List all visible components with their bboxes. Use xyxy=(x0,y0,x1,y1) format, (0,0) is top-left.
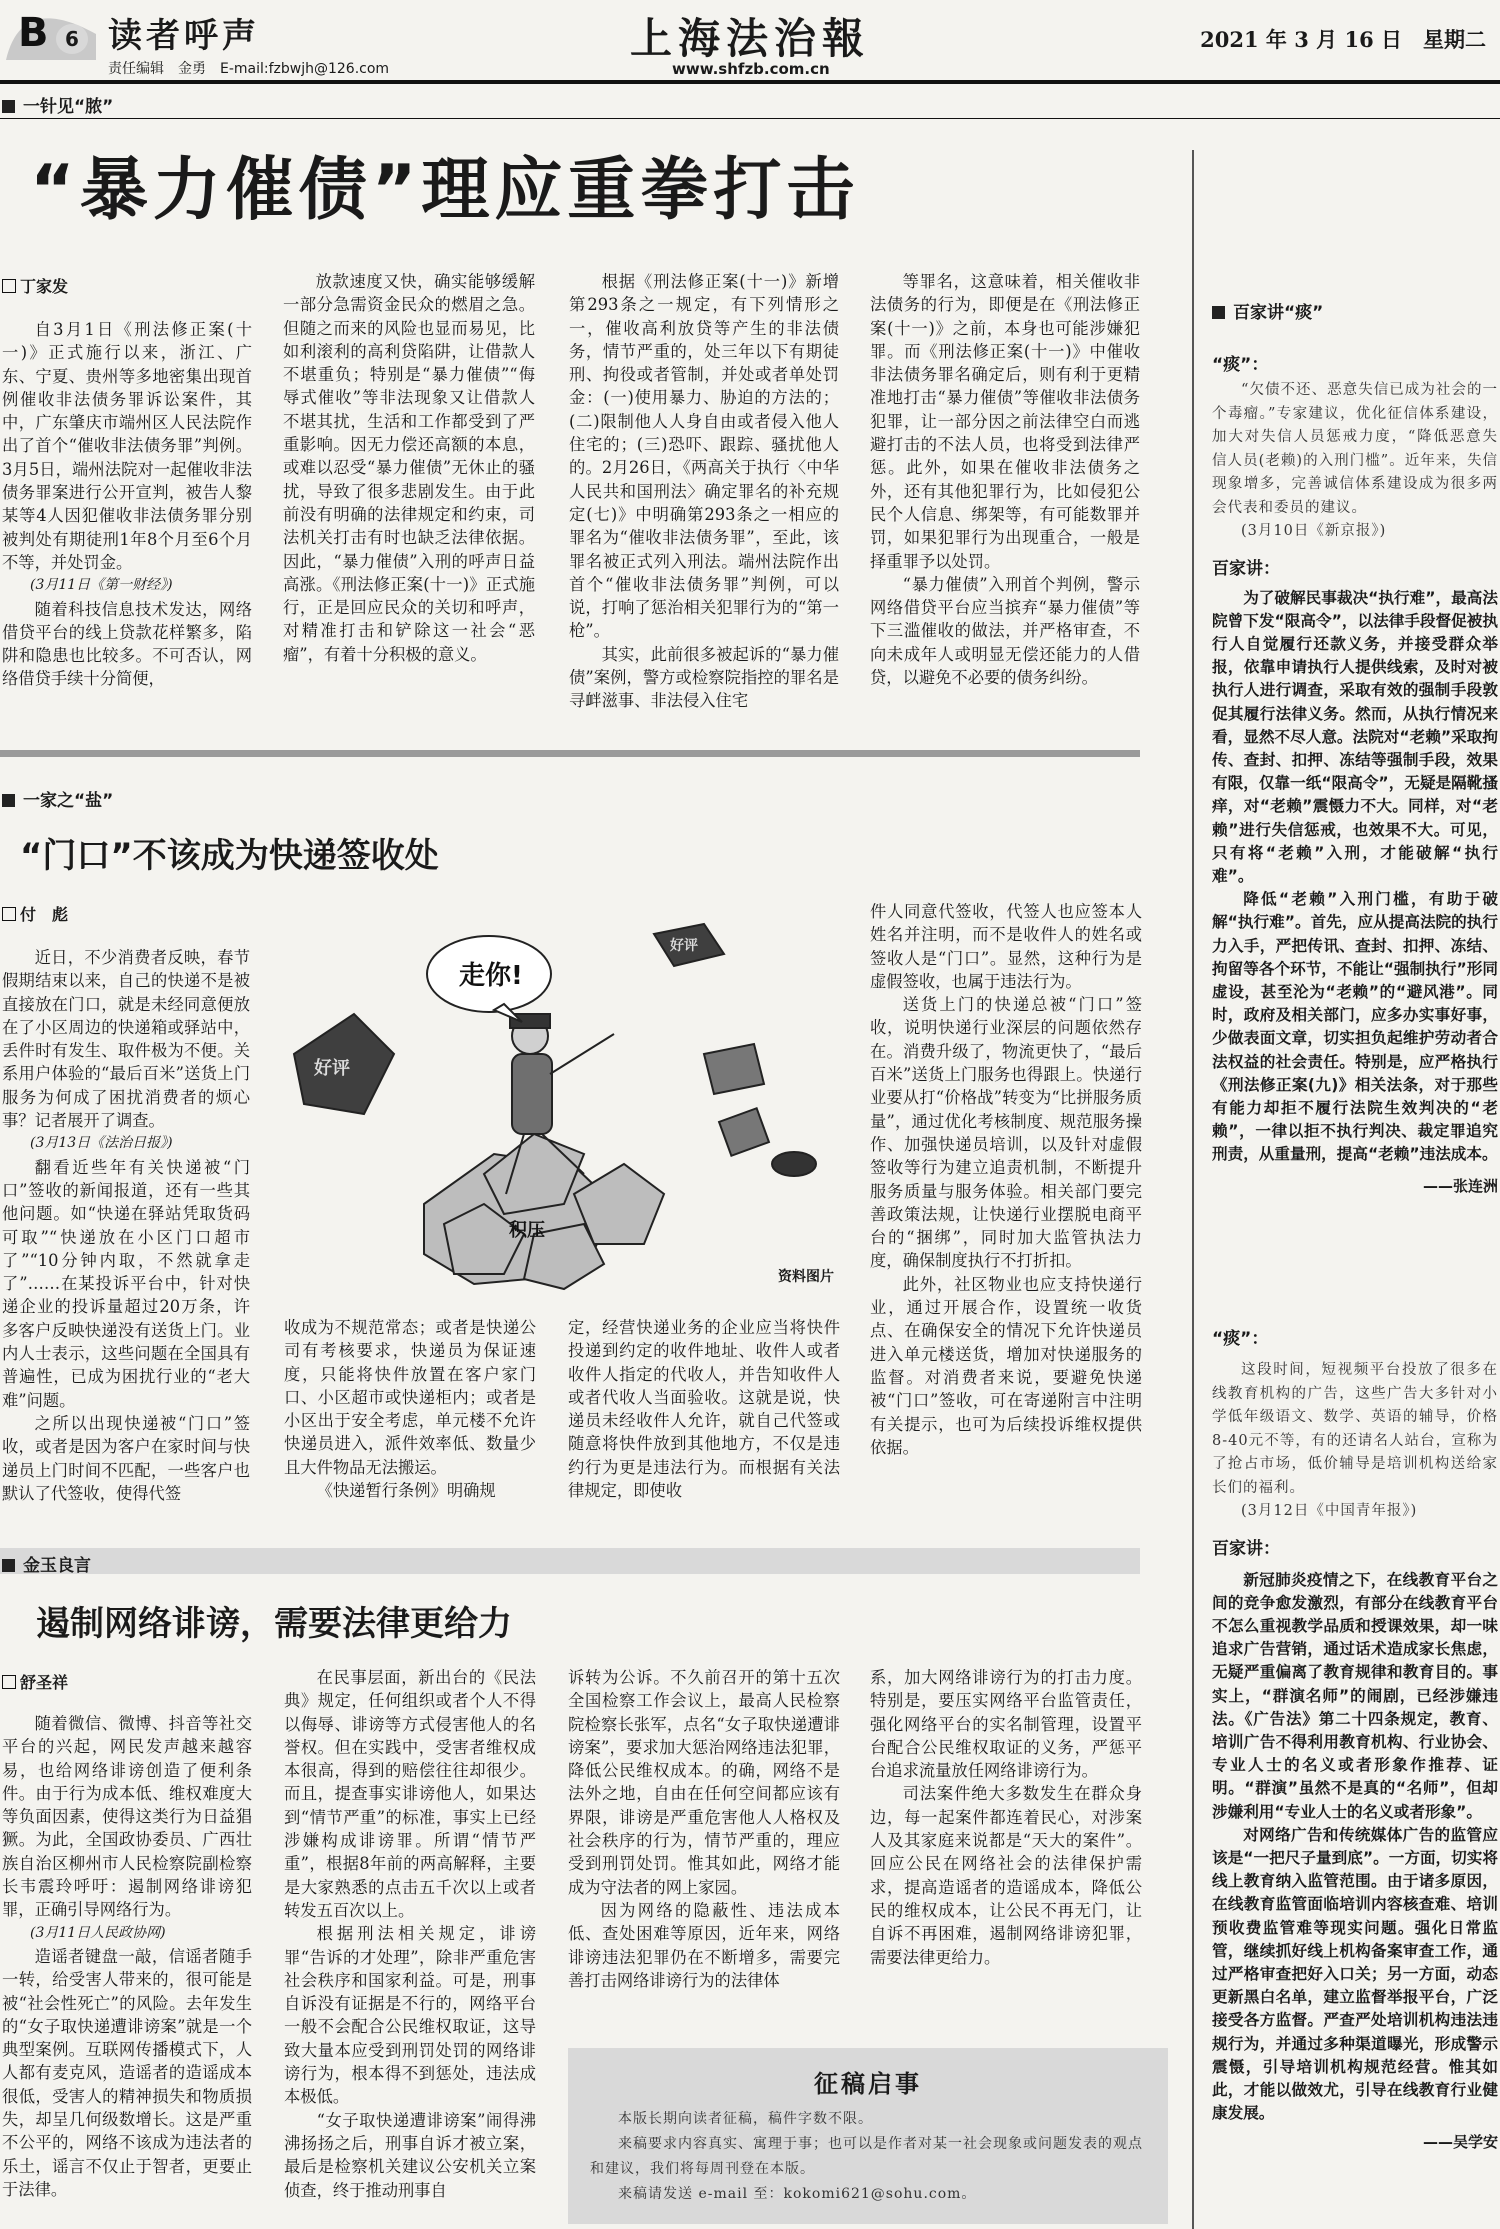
sidebar-border xyxy=(1192,150,1194,2229)
article2-col1: 近日，不少消费者反映，春节假期结束以来，自己的快递不是被直接放在门口，就是未经同意便放在了小区周边的快递箱或驿站中，丢件时有发生、取件极为不便。关系用户体验的“最后百米”送货上门服务为何成了困扰消费者的烦心事？记者展开了调查。 (3月13日《法治日报》) 翻看近些年有关快递被“门口”签收的新闻报道，还有一些其他问题。如“快递在驿站凭取货码可取”“快递放在小区门口超市了”“10分钟内取，不然就拿走了”……在某投诉平台中，针对快递企业的投诉量超过20万条，许多客户反映快递没有送货上门。业内人士表示，这些问题在全国具有普遍性，已成为困扰行业的“老大难”问题。 之所以出现快递被“门口”签收，或者是因为客户在家时间与快递员上门时间不匹配，一些客户也默认了代签收，使得代签 xyxy=(2,948,250,1503)
article3-col1: 随着微信、微博、抖音等社交平台的兴起，网民发声越来越容易，也给网络诽谤创造了便利条件。由于行为成本低、维权难度大等负面因素，使得这类行为日益猖獗。为此，全国政协委员、广西壮族自治区柳州市人民检察院副检察长韦震玲呼吁：遏制网络诽谤犯罪，正确引导网络行为。 (3月11日人民政协网) 造谣者键盘一敲，信谣者随手一转，给受害人带来的，很可能是被“社会性死亡”的风险。去年发生的“女子取快递遭诽谤案”就是一个典型案例。互联网传播模式下，人人都有麦克风，造谣者的造谣成本很低，受害人的精神损失和物质损失，却呈几何级数增长。这是严重不公平的，网络不该成为违法者的乐土，谣言不仅止于智者，更要止于法律。 xyxy=(2,1714,252,2199)
notice-title: 征稿启事 xyxy=(814,2070,922,2098)
sidebar-item1-signature: ——张连洲 xyxy=(1422,1176,1498,1195)
page-letter: B xyxy=(18,10,49,56)
article3-byline: 舒圣祥 xyxy=(2,1670,68,1693)
sidebar-item1 xyxy=(1212,350,1498,1196)
box-left-text: 好评 xyxy=(314,1058,350,1079)
paper-logo: 上海法治報 xyxy=(630,14,871,63)
article1-col1: 自3月1日《刑法修正案(十一)》正式施行以来，浙江、广东、宁夏、贵州等多地密集出现首例催收非法债务罪诉讼案件，其中，广东肇庆市端州区人民法院作出了首个“催收非法债务罪”判例。3月5日，端州法院对一起催收非法债务罪案进行公开宣判，被告人黎某等4人因犯催收非法债务罪分别被判处有期徒刑1年8个月至6个月不等，并处罚金。 (3月11日《第一财经》) 随着科技信息技术发达，网络借贷平台的线上贷款花样繁多，陷阱和隐患也比较多。不可否认，网络借贷手续十分简便， xyxy=(2,320,252,689)
sidebar-item1-comment-label: 百家讲： xyxy=(1212,558,1280,579)
article1-col4: 等罪名，这意味着，相关催收非法债务的行为，即便是在《刑法修正案(十一)》之前，本身也可能涉嫌犯罪。而《刑法修正案(十一)》中催收非法债务罪名确定后，则有利于更精准地打击“暴力催债”等催收非法债务犯罪，让一部分因之前法律空白而逃避打击的不法人员，也将受到法律严惩。此外，如果在催收非法债务之外，还有其他犯罪行为，比如侵犯公民个人信息、绑架等，有可能数罪并罚，如果犯罪行为出现重合，一般是择重罪予以处罚。 “暴力催债”入刑首个判例，警示网络借贷平台应当摈弃“暴力催债”等下三滥催收的做法，并严格审查，不向未成年人或明显无偿还能力的人借贷，以避免不必要的债务纠纷。 xyxy=(870,272,1140,688)
article3-col2: 在民事层面，新出台的《民法典》规定，任何组织或者个人不得以侮辱、诽谤等方式侵害他人的名誉权。但在实践中，受害者维权成本很高，得到的赔偿往往却很少。而且，提查事实诽谤他人，如果达到“情节严重”的标准，事实上已经涉嫌构成诽谤罪。所谓“情节严重”，根据8年前的两高解释，主要是大家熟悉的点击五千次以上或者转发五百次以上。 根据刑法相关规定，诽谤罪“告诉的才处理”，除非严重危害社会秩序和国家利益。可是，刑事自诉没有证据是不行的，网络平台一般不会配合公民维权取证，这导致大量本应受到刑罚处罚的网络诽谤行为，根本得不到惩处，违法成本极低。 “女子取快递遭诽谤案”闹得沸沸扬扬之后，刑事自诉才被立案，最后是检察机关建议公安机关立案侦查，终于推动刑事自 xyxy=(284,1668,536,2200)
article3-col3: 诉转为公诉。不久前召开的第十五次全国检察工作会议上，最高人民检察院检察长张军，点名“女子取快递遭诽谤案”，要求加大惩治网络违法犯罪，降低公民维权成本。的确，网络不是法外之地，自由在任何空间都应该有界限，诽谤是严重危害他人人格权及社会秩序的行为，情节严重的，理应受到刑罚处罚。惟其如此，网络才能成为守法者的网上家园。 因为网络的隐蔽性、违法成本低、查处困难等原因，近年来，网络诽谤违法犯罪仍在不断增多，需要完善打击网络诽谤行为的法律体 xyxy=(568,1668,840,1990)
section-title: 读者呼声 xyxy=(108,16,260,56)
cartoon-illustration xyxy=(284,904,844,1294)
byline-box-icon xyxy=(2,1675,16,1689)
tag-square-icon xyxy=(2,1559,15,1572)
article2-col3: 定，经营快递业务的企业应当将快件投递到约定的收件地址、收件人或者收件人指定的代收人，并告知收件人或者代收人当面验收。这就是说，快递员未经收件人允许，就自己代签或随意将快件放到其他地方，不仅是违约行为更是违法行为。而根据有关法律规定，即使收 xyxy=(568,1318,840,1501)
tag-square-icon xyxy=(2,100,15,113)
notice-box xyxy=(568,2048,1168,2224)
sidebar-item2-signature: ——吴学安 xyxy=(1422,2133,1498,2152)
article1-col3: 根据《刑法修正案(十一)》新增第293条之一规定，有下列情形之一，催收高利放贷等产生的非法债务，情节严重的，处三年以下有期徒刑、拘役或者管制，并处或者单处罚金：(一)使用暴力、胁迫的方法的；(二)限制他人人身自由或者侵入他人住宅的；(三)恐吓、跟踪、骚扰他人的。2月26日，《两高关于执行〈中华人民共和国刑法〉确定罪名的补充规定(七)》中明确第293条之一相应的罪名为“催收非法债务罪”，至此，该罪名被正式列入刑法。端州法院作出首个“催收非法债务罪”判例，可以说，打响了惩治相关犯罪行为的“第一枪”。 其实，此前很多被起诉的“暴力催债”案例，警方或检察院指控的罪名是寻衅滋事、非法侵入住宅 xyxy=(569,272,839,711)
article1-col2: 放款速度又快，确实能够缓解一部分急需资金民众的燃眉之急。但随之而来的风险也显而易见，比如利滚利的高利贷陷阱，让借款人不堪重负；特别是“暴力催债”“侮辱式催收”等非法现象又让借款人不堪其扰，生活和工作都受到了严重影响。因无力偿还高额的本息，或难以忍受“暴力催债”无休止的骚扰，导致了很多悲剧发生。由于此前没有明确的法律规定和约束，司法机关打击有时也缺乏法律依据。因此，“暴力催债”入刑的呼声日益高涨。《刑法修正案(十一)》正式施行，正是回应民众的关切和呼声，对精准打击和铲除这一社会“恶瘤”，有着十分积极的意义。 xyxy=(283,272,535,664)
article2-col2: 收成为不规范常态；或者是快递公司有考核要求，快递员为保证速度，只能将快件放置在客户家门口、小区超市或快递柜内；或者是小区出于安全考虑，单元楼不允许快递员进入，派件效率低、数量少且大件物品无法搬运。 《快递暂行条例》明确规 xyxy=(284,1318,536,1501)
section-divider xyxy=(0,750,1140,757)
sidebar-item2-label: “痰”： xyxy=(1212,1329,1269,1349)
issue-date: 2021 年 3 月 16 日 星期二 xyxy=(1200,27,1486,52)
article3-tag-bar xyxy=(0,1548,1140,1574)
article3-col4: 系，加大网络诽谤行为的打击力度。特别是，要压实网络平台监管责任，强化网络平台的实名制管理，设置平台配合公民维权取证的义务，严惩平台追求流量放任网络诽谤行为。 司法案件绝大多数发生在群众身边，每一起案件都连着民心，对涉案人及其家庭来说都是“天大的案件”。回应公民在网络社会的法律保护需求，提高造谣者的造谣成本，降低公民的维权成本，让公民不再无门，让自诉不再困难，遏制网络诽谤犯罪，需要法律更给力。 xyxy=(870,1668,1142,1967)
sidebar-item2-comment-label: 百家讲： xyxy=(1212,1538,1280,1559)
tag-square-icon xyxy=(2,794,15,807)
article2-byline: 付 彪 xyxy=(2,902,68,925)
sidebar-item2-quote: 这段时间，短视频平台投放了很多在线教育机构的广告，这些广告大多针对小学低年级语文、数学、英语的辅导，价格8-40元不等，有的还请名人站台，宣称为了抢占市场，低价辅导是培训机构送给家长们的福利。 (3月12日《中国青年报》) xyxy=(1212,1362,1498,1519)
article2-headline: “门口”不该成为快递签收处 xyxy=(20,836,439,876)
sign-text: 好评 xyxy=(670,938,698,954)
sidebar-item2 xyxy=(1212,1324,1498,2152)
article3-column-tag: 金玉良言 xyxy=(2,1551,91,1576)
sidebar-tag: 百家讲“痰” xyxy=(1212,298,1323,323)
box-base-text: 积压 xyxy=(509,1220,545,1241)
byline-box-icon xyxy=(2,907,16,921)
tag-square-icon xyxy=(1212,306,1225,319)
notice-body: 本版长期向读者征稿，稿件字数不限。 来稿要求内容真实、寓理于事；也可以是作者对某一社会现象或问题发表的观点和建议，我们将每周刊登在本版。 来稿请发送 e-mail 至：kokomi621@sohu.com。 xyxy=(590,2111,1143,2202)
article1-headline: “暴力催债”理应重拳打击 xyxy=(30,151,860,230)
paper-website: www.shfzb.com.cn xyxy=(672,60,830,78)
article2-col4: 件人同意代签收，代签人也应签本人姓名并注明，而不是收件人的姓名或签收人是“门口”。显然，这种行为是虚假签收，也属于违法行为。 送货上门的快递总被“门口”签收，说明快递行业深层的问题依然存在。消费升级了，物流更快了，“最后百米”送货上门服务也得跟上。快递行业要从打“价格战”转变为“比拼服务质量”，通过优化考核制度、规范服务操作、加强快递员培训，以及针对虚假签收等行为建立追责机制，不断提升服务质量与服务体验。相关部门要完善政策法规，让快递行业摆脱电商平台的“捆绑”，同时加大监管执法力度，确保制度执行不打折扣。 此外，社区物业也应支持快递行业，通过开展合作，设置统一收货点、在确保安全的情况下允许快递员进入单元楼送货，增加对快递服务的监督。对消费者来说，要避免快递被“门口”签收，可在寄递附言中注明有关提示，也可为后续投诉维权提供依据。 xyxy=(870,902,1142,1457)
sidebar-item1-comment: 为了破解民事裁决“执行难”，最高法院曾下发“限高令”，以法律手段督促被执行人自觉履行还款义务，并接受群众举报，依靠申请执行人提供线索，及时对被执行人进行调查，采取有效的强制手段敦促其履行法律义务。然而，从执行情况来看，显然不尽人意。法院对“老赖”采取拘传、查封、扣押、冻结等强制手段，效果有限，仅靠一纸“限高令”，无疑是隔靴搔痒，对“老赖”震慑力不大。同样，对“老赖”进行失信惩戒，也效果不大。可见，只有将“老赖”入刑，才能破解“执行难”。 降低“老赖”入刑门槛，有助于破解“执行难”。首先，应从提高法院的执行力入手，严把传讯、查封、扣押、冻结、拘留等各个环节，不能让“强制执行”形同虚设，甚至沦为“老赖”的“避风港”。同时，政府及相关部门，应多办实事好事，少做表面文章，切实担负起维护劳动者合法权益的社会责任。特别是，应严格执行《刑法修正案(九)》相关法条，对于那些有能力却拒不履行法院生效判决的“老赖”，一律以拒不执行判决、裁定罪追究刑责，从重量刑，提高“老赖”违法成本。 xyxy=(1212,588,1498,1164)
sidebar-item1-label: “痰”： xyxy=(1212,355,1269,375)
tag-rule xyxy=(0,118,1500,119)
article1-column-tag: 一针见“脓” xyxy=(2,92,113,117)
image-caption: 资料图片 xyxy=(778,1269,834,1285)
article3-headline: 遏制网络诽谤，需要法律更给力 xyxy=(36,1604,512,1644)
sidebar-item2-comment: 新冠肺炎疫情之下，在线教育平台之间的竞争愈发激烈，有部分在线教育平台不怎么重视教学品质和授课效果，却一味追求广告营销，通过话术造成家长焦虑，无疑严重偏离了教育规律和教育目的。事实上，“群演名师”的闹剧，已经涉嫌违法。《广告法》第二十四条规定，教育、培训广告不得利用教育机构、行业协会、专业人士的名义或者形象作推荐、证明。“群演”虽然不是真的“名师”，但却涉嫌利用“专业人士的名义或者形象”。 对网络广告和传统媒体广告的监管应该是“一把尺子量到底”。一方面，切实将线上教育纳入监管范围。由于诸多原因，在线教育监管面临培训内容核查难、培训预收费监管难等现实问题。强化日常监管，继续抓好线上机构备案审查工作，通过严格审查把好入口关；另一方面，动态更新黑白名单，建立监督举报平台，广泛接受各方监督。严查严处培训机构违法违规行为，并通过多种渠道曝光，形成警示震慑，引导培训机构规范经营。惟其如此，才能以做效尤，引导在线教育行业健康发展。 xyxy=(1212,1570,1498,2123)
page-number: 6 xyxy=(56,24,88,54)
sidebar-item1-quote: “欠债不还、恶意失信已成为社会的一个毒瘤。”专家建议，优化征信体系建设，加大对失信人员惩戒力度，“降低恶意失信人员(老赖)的入刑门槛”。近年来，失信现象增多，完善诚信体系建设成为很多两会代表和委员的建议。 (3月10日《新京报》) xyxy=(1212,382,1498,539)
cartoon-svg xyxy=(284,904,844,1294)
article2-column-tag: 一家之“盐” xyxy=(2,786,113,811)
article1-byline: 丁家发 xyxy=(2,274,68,297)
editor-line: 责任编辑 金勇 E-mail:fzbwjh@126.com xyxy=(108,61,390,77)
speech-text: 走你! xyxy=(459,961,523,991)
byline-box-icon xyxy=(2,279,16,293)
masthead-rule xyxy=(0,80,1500,84)
